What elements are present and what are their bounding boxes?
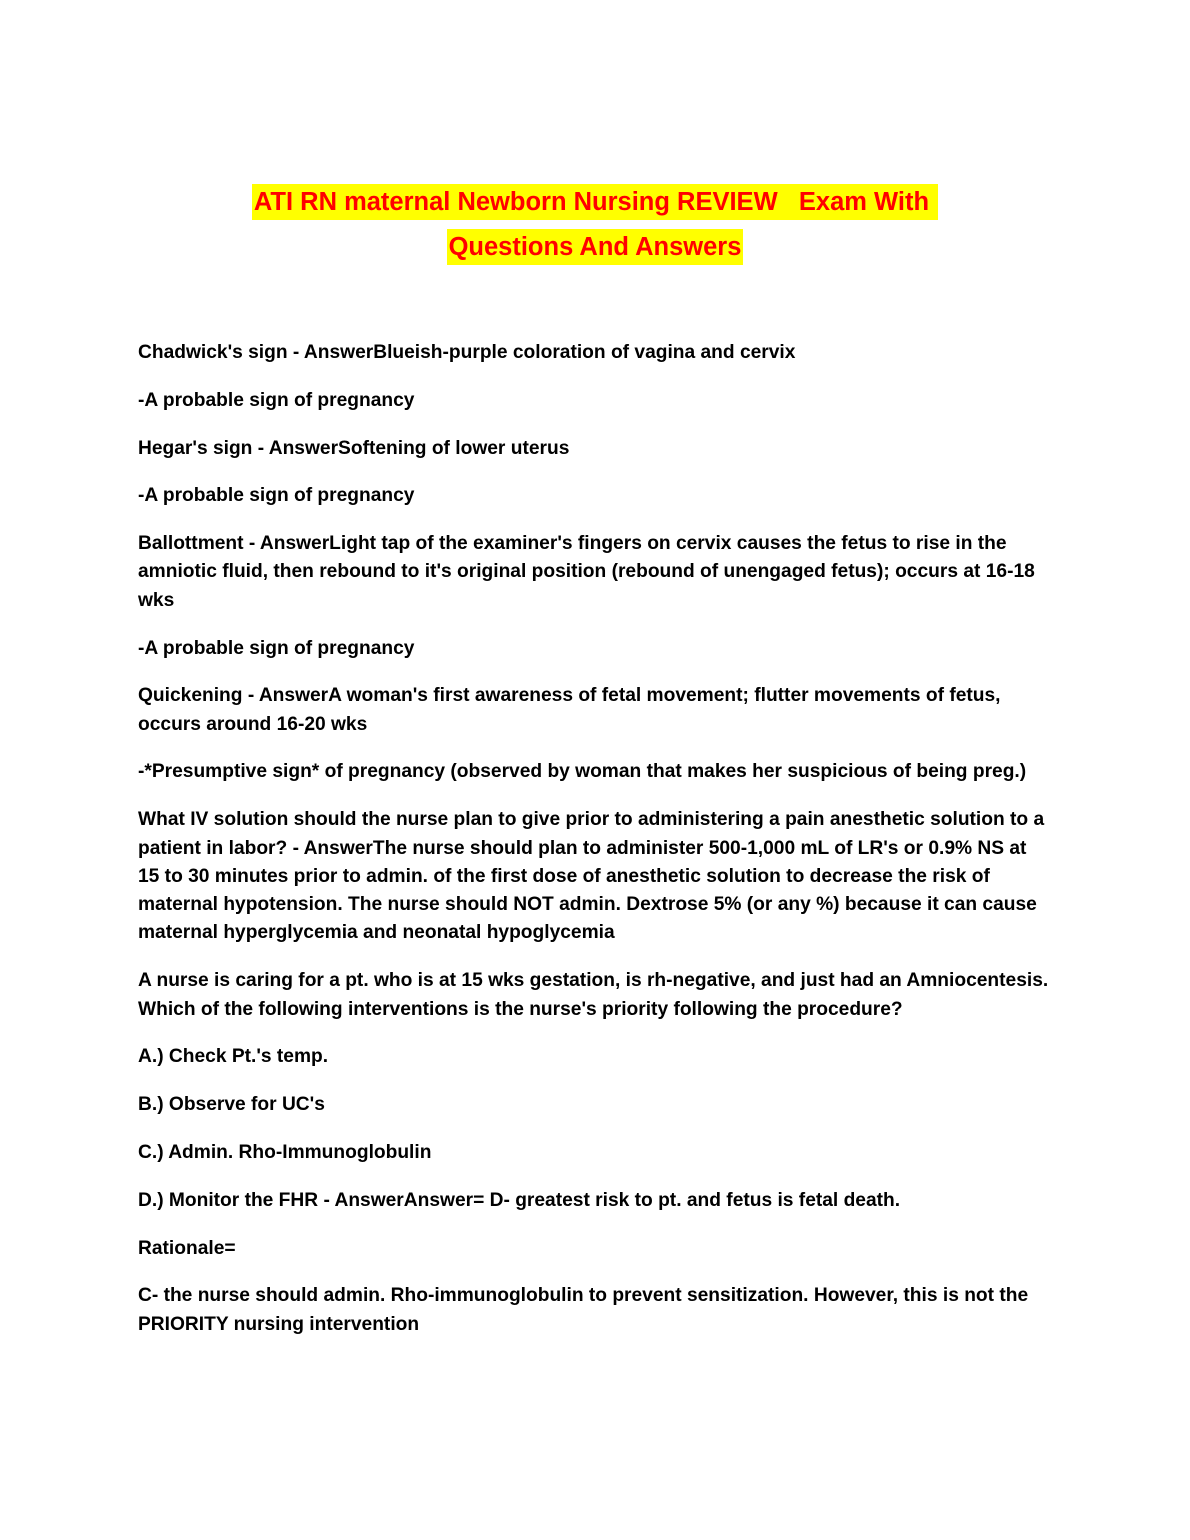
paragraph-chadwicks-sign: Chadwick's sign - AnswerBlueish-purple coloration of vagina and cervix [138,342,796,363]
option-c: C.) Admin. Rho-Immunoglobulin [138,1141,432,1163]
option-a: A.) Check Pt.'s temp. [138,1046,329,1068]
option-b: B.) Observe for UC's [138,1094,325,1116]
paragraph-quickening: Quickening - AnswerA woman's first awareness of fetal movement; flutter movements of fetus, occurs around 16-20 wks [138,685,1001,735]
paragraph-rationale-label: Rationale= [138,1237,236,1259]
document-body [138,339,1053,1358]
paragraph-rationale-c: C- the nurse should admin. Rho-immunoglobulin to prevent sensitization. However, this is not the PRIORITY nursing intervention [138,1285,1029,1335]
paragraph-probable-sign-2: -A probable sign of pregnancy [138,485,415,507]
paragraph-ballottment: Ballottment - AnswerLight tap of the examiner's fingers on cervix causes the fetus to rise in the amniotic fluid, then rebound to it's original position (rebound of unengaged fetus); occurs at 16-18 wks [138,533,1035,611]
option-d-answer: D.) Monitor the FHR - AnswerAnswer= D- greatest risk to pt. and fetus is fetal death. [138,1189,901,1211]
paragraph-amniocentesis-question: A nurse is caring for a pt. who is at 15 wks gestation, is rh-negative, and just had an Amniocentesis. Which of the following interventions is the nurse's priority following the procedure? [138,970,1049,1020]
paragraph-presumptive-sign: -*Presumptive sign* of pregnancy (observed by woman that makes her suspicious of being preg.) [138,761,1027,783]
paragraph-probable-sign-3: -A probable sign of pregnancy [138,637,415,659]
title-line-2: Questions And Answers [447,229,744,265]
paragraph-probable-sign-1: -A probable sign of pregnancy [138,389,415,411]
paragraph-iv-solution-question: What IV solution should the nurse plan to give prior to administering a pain anesthetic solution to a patient in labor? - AnswerThe nurse should plan to administer 500-1,000 mL of LR's or 0.9% NS at 15 to 30 minutes prior to admin. of the first dose of anesthetic solution to decrease the risk of maternal hypotension. The nurse should NOT admin. Dextrose 5% (or any %) because it can cause maternal hyperglycemia and neonatal hypoglycemia [138,809,1045,944]
title-line-1: ATI RN maternal Newborn Nursing REVIEW Exam With [252,184,938,220]
paragraph-hegars-sign: Hegar's sign - AnswerSoftening of lower uterus [138,437,570,459]
document-title [0,184,1190,265]
